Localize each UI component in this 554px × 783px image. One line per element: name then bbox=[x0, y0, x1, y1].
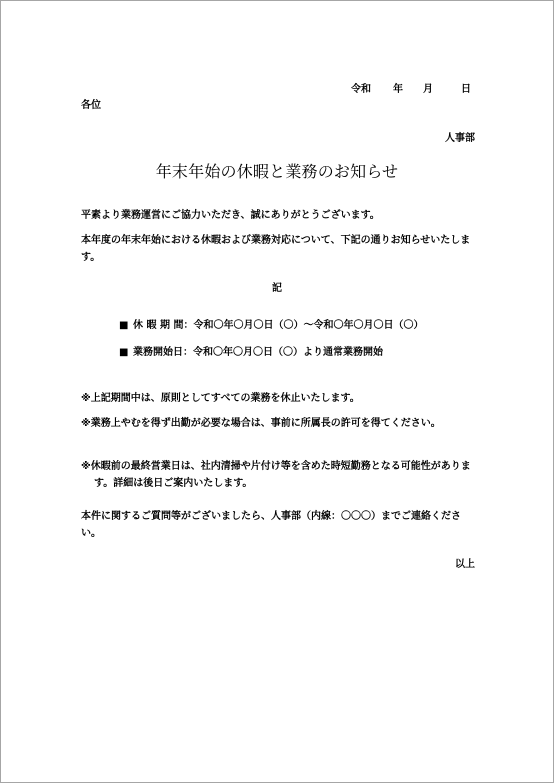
item-label: 休 暇 期 間： bbox=[133, 320, 194, 331]
intro-paragraph: 本年度の年末年始における休暇および業務対応について、下記の通りお知らせいたします。 bbox=[81, 235, 471, 263]
item-value: 令和〇年〇月〇日（〇）～令和〇年〇月〇日（〇） bbox=[193, 320, 424, 331]
date-year-suffix: 年 bbox=[393, 84, 403, 95]
date-line bbox=[351, 83, 471, 97]
note-1: ※上記期間中は、原則としてすべての業務を休止いたします。 bbox=[81, 393, 360, 404]
note-2: ※業務上やむを得ず出勤が必要な場合は、事前に所属長の許可を得てください。 bbox=[81, 418, 441, 429]
note-3: ※休暇前の最終営業日は、社内清掃や片付け等を含めた時短勤務となる可能性があります。詳細は後日ご案内いたします。 bbox=[81, 461, 471, 489]
greeting-paragraph: 平素より業務運営にご協力いただき、誠にありがとうございます。 bbox=[81, 210, 380, 221]
date-era: 令和 bbox=[351, 84, 371, 95]
closing-word: 以上 bbox=[455, 559, 475, 570]
item-value: 令和〇年〇月〇日（〇）より通常業務開始 bbox=[193, 347, 383, 358]
sender: 人事部 bbox=[445, 133, 475, 144]
document-title: 年末年始の休暇と業務のお知らせ bbox=[155, 162, 399, 181]
item-label: 業務開始日： bbox=[133, 347, 193, 358]
addressee: 各位 bbox=[81, 100, 101, 111]
contact-paragraph: 本件に関するご質問等がございましたら、人事部（内線：〇〇〇）までご連絡ください。 bbox=[81, 511, 461, 539]
square-bullet-icon: ■ bbox=[119, 347, 129, 358]
list-item-vacation-period bbox=[119, 319, 423, 333]
ki-heading: 記 bbox=[272, 283, 282, 294]
square-bullet-icon: ■ bbox=[119, 320, 129, 331]
date-month-suffix: 月 bbox=[423, 84, 433, 95]
list-item-work-start bbox=[119, 346, 383, 360]
date-day-suffix: 日 bbox=[461, 84, 471, 95]
